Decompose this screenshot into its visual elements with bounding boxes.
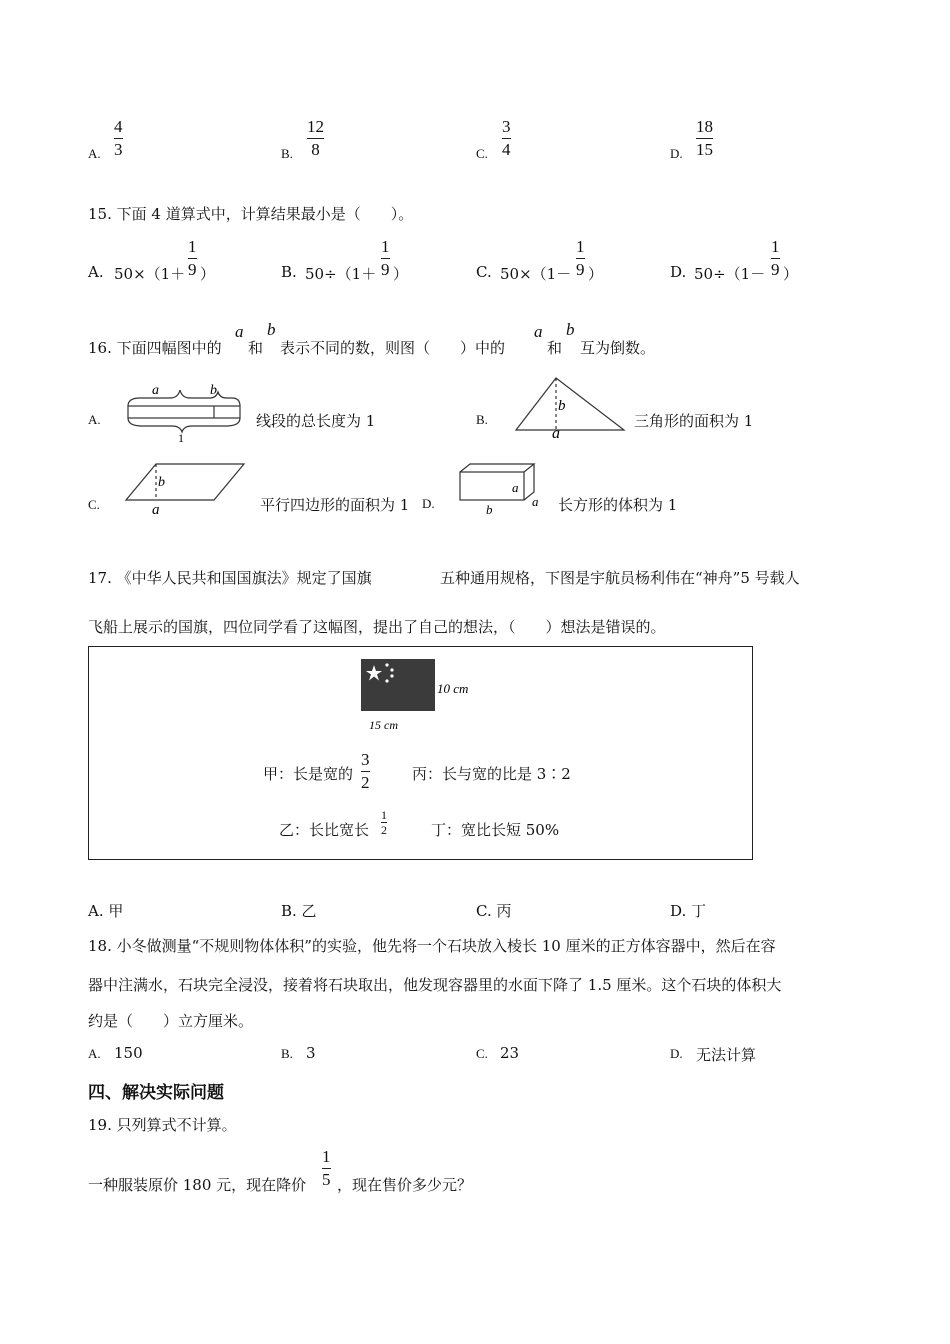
q15-option-d-fraction: 1 9	[771, 237, 780, 279]
q16-option-c-text: 平行四边形的面积为 1	[260, 496, 410, 514]
q18-option-b-letter: B.	[281, 1046, 293, 1061]
q18-option-a-text: 150	[114, 1044, 143, 1062]
q17-ding: 丁：宽比长短 50%	[431, 821, 560, 839]
q16-option-d-letter: D.	[422, 496, 435, 511]
q16-option-c-figure	[122, 460, 248, 516]
q16-a-label: a	[152, 383, 159, 398]
q16-option-d-text: 长方形的体积为 1	[558, 496, 678, 514]
q15-option-c-close: ）	[588, 265, 604, 283]
q19-fraction: 1 5	[322, 1147, 331, 1189]
q14-option-a-fraction: 4 3	[114, 117, 123, 159]
q18-option-b-text: 3	[306, 1044, 316, 1062]
q18-line1: 18. 小冬做测量“不规则物体体积”的实验，他先将一个石块放入棱长 10 厘米的正方体容器中，然后在容	[88, 937, 776, 955]
flag-width-label: 15 cm	[369, 718, 398, 732]
q17-yi: 乙：长比宽长	[279, 821, 370, 839]
q16-d-a-face: a	[512, 480, 519, 495]
q15-option-b-fraction: 1 9	[381, 237, 390, 279]
q17-figure-box	[88, 646, 753, 860]
q17-option-b: B. 乙	[281, 902, 317, 920]
q14-option-d-letter: D.	[670, 146, 683, 161]
q18-option-a-letter: A.	[88, 1046, 101, 1061]
flag-small-star	[390, 674, 393, 677]
q16-a-base: a	[552, 425, 560, 438]
flag-height-label: 10 cm	[437, 681, 469, 696]
q19-problem-part2: ，现在售价多少元？	[337, 1176, 473, 1194]
q16-and-2: 和	[547, 339, 563, 357]
flag-small-star	[385, 663, 388, 666]
q18-line3: 约是（ ）立方厘米。	[88, 1012, 254, 1030]
q16-one-label: 1	[178, 431, 184, 444]
q17-jia: 甲：长是宽的	[263, 765, 354, 783]
q16-option-a-text: 线段的总长度为 1	[256, 412, 376, 430]
q16-c-a-base: a	[152, 502, 160, 516]
q17-jia-fraction: 3 2	[361, 750, 370, 792]
q15-option-b-expr: 50÷（1＋	[305, 265, 377, 283]
q18-line2: 器中注满水，石块完全浸没，接着将石块取出，他发现容器里的水面下降了 1.5 厘米。这个石块的体积大	[88, 976, 782, 994]
q16-var-a: a	[235, 322, 244, 341]
q16-stem-part3: 互为倒数。	[580, 339, 656, 357]
q17-yi-fraction: 1 2	[381, 808, 387, 837]
q19-stem: 19. 只列算式不计算。	[88, 1116, 237, 1134]
q14-option-b-fraction: 12 8	[307, 117, 324, 159]
q14-option-b-letter: B.	[281, 146, 293, 161]
q17-option-c: C. 丙	[476, 902, 512, 920]
q16-option-a-letter: A.	[88, 412, 101, 427]
q18-option-c-letter: C.	[476, 1046, 488, 1061]
q17-option-a: A. 甲	[88, 902, 124, 920]
q16-stem-part1: 16. 下面四幅图中的	[88, 339, 222, 357]
q15-option-a-fraction: 1 9	[188, 237, 197, 279]
q19-problem-part1: 一种服装原价 180 元，现在降价	[88, 1176, 307, 1194]
q16-option-c-letter: C.	[88, 497, 100, 512]
q17-option-d: D. 丁	[670, 902, 707, 920]
section-heading: 四、解决实际问题	[88, 1083, 224, 1103]
q16-option-b-text: 三角形的面积为 1	[634, 412, 754, 430]
q15-option-a-expr: 50×（1＋	[114, 265, 186, 283]
q16-var-a-2: a	[534, 322, 543, 341]
q17-line2: 飞船上展示的国旗，四位同学看了这幅图，提出了自己的想法，（ ）想法是错误的。	[88, 618, 666, 636]
q16-var-b-2: b	[566, 320, 575, 339]
q15-option-d-letter: D.	[670, 263, 687, 281]
q16-stem-part2: 表示不同的数，则图（ ）中的	[280, 339, 506, 357]
q15-option-a-letter: A.	[88, 263, 104, 281]
q18-option-d-letter: D.	[670, 1046, 683, 1061]
q16-var-b: b	[267, 320, 276, 339]
flag-small-star	[385, 679, 388, 682]
q15-option-d-close: ）	[783, 265, 799, 283]
q14-option-d-fraction: 18 15	[696, 117, 713, 159]
q16-option-b-figure	[512, 374, 628, 438]
q17-line1-a: 17. 《中华人民共和国国旗法》规定了国旗	[88, 569, 372, 587]
q16-option-b-letter: B.	[476, 412, 488, 427]
q16-option-a-figure	[122, 378, 246, 444]
q16-and: 和	[248, 339, 264, 357]
q14-option-c-fraction: 3 4	[502, 117, 511, 159]
q14-option-c-letter: C.	[476, 146, 488, 161]
q16-b-height: b	[558, 398, 566, 414]
flag-rect	[361, 659, 435, 711]
q15-option-b-letter: B.	[281, 263, 297, 281]
q15-option-c-expr: 50×（1－	[500, 265, 572, 283]
q16-option-d-figure	[456, 460, 548, 518]
q16-d-b-base: b	[486, 502, 493, 517]
q17-bing: 丙：长与宽的比是 3∶2	[412, 765, 571, 783]
q14-option-a-letter: A.	[88, 146, 101, 161]
q15-option-d-expr: 50÷（1－	[694, 265, 766, 283]
q16-d-a-side: a	[532, 494, 539, 509]
q18-option-c-text: 23	[500, 1044, 520, 1062]
q18-option-d-text: 无法计算	[696, 1046, 757, 1064]
q16-c-b-height: b	[158, 475, 165, 490]
q17-line1-b: 五种通用规格，下图是宇航员杨利伟在“神舟”5 号载人	[440, 569, 800, 587]
flag-figure	[361, 659, 491, 733]
q15-stem: 15. 下面 4 道算式中，计算结果最小是（ ）。	[88, 205, 414, 223]
q15-option-b-close: ）	[393, 265, 409, 283]
q15-option-c-fraction: 1 9	[576, 237, 585, 279]
flag-small-star	[390, 668, 393, 671]
q16-b-label: b	[210, 383, 217, 398]
q15-option-c-letter: C.	[476, 263, 492, 281]
q15-option-a-close: ）	[200, 265, 216, 283]
